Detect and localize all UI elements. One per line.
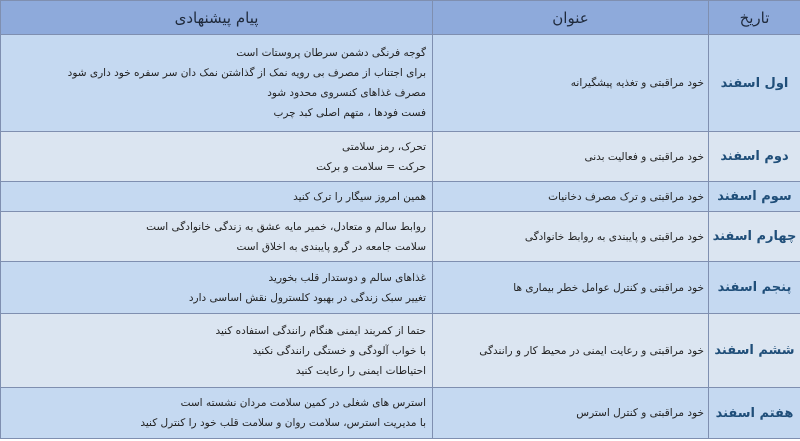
table-row xyxy=(1,388,800,439)
message-line: حتما از کمربند ایمنی هنگام رانندگی استفاده کنید xyxy=(215,324,426,337)
message-line: احتیاطات ایمنی را رعایت کنید xyxy=(295,364,426,377)
row-date: دوم اسفند xyxy=(709,132,800,182)
message-line: تغییر سبک زندگی در بهبود کلسترول نقش اساسی دارد xyxy=(188,291,426,304)
row-date: ششم اسفند xyxy=(709,314,800,388)
message-line: با خواب آلودگی و خستگی رانندگی نکنید xyxy=(252,344,426,357)
table-row xyxy=(1,262,800,314)
message-line: همین امروز سیگار را ترک کنید xyxy=(293,190,426,203)
row-date: سوم اسفند xyxy=(709,182,800,212)
table-row xyxy=(1,132,800,182)
row-messages xyxy=(1,212,433,262)
row-date: اول اسفند xyxy=(709,35,800,132)
row-title: خود مراقبتی و پایبندی به روابط خانوادگی xyxy=(433,212,709,262)
row-date: هفتم اسفند xyxy=(709,388,800,439)
message-line: حرکت = سلامت و برکت xyxy=(316,160,426,173)
row-messages xyxy=(1,388,433,439)
message-line: فست فودها ، متهم اصلی کبد چرب xyxy=(273,107,426,119)
message-line: برای اجتناب از مصرف بی رویه نمک از گذاشتن نمک دان سر سفره خود داری شود xyxy=(67,67,426,79)
message-line: غذاهای سالم و دوستدار قلب بخورید xyxy=(268,271,426,284)
table-row xyxy=(1,314,800,388)
header-message: پیام پیشنهادی xyxy=(1,1,433,35)
row-messages xyxy=(1,314,433,388)
message-line: مصرف غذاهای کنسروی محدود شود xyxy=(267,87,426,99)
row-title: خود مراقبتی و ترک مصرف دخانیات xyxy=(433,182,709,212)
table-row xyxy=(1,35,800,132)
message-line: گوجه فرنگی دشمن سرطان پروستات است xyxy=(236,47,426,59)
row-date: پنجم اسفند xyxy=(709,262,800,314)
header-row xyxy=(1,1,800,35)
row-messages xyxy=(1,35,433,132)
message-line: سلامت جامعه در گرو پایبندی به اخلاق است xyxy=(236,240,426,253)
header-title: عنوان xyxy=(433,1,709,35)
table-row xyxy=(1,212,800,262)
row-title: خود مراقبتی و کنترل استرس xyxy=(433,388,709,439)
row-title: خود مراقبتی و تغذیه پیشگیرانه xyxy=(433,35,709,132)
row-title: خود مراقبتی و فعالیت بدنی xyxy=(433,132,709,182)
table-row xyxy=(1,182,800,212)
row-messages xyxy=(1,132,433,182)
row-date: چهارم اسفند xyxy=(709,212,800,262)
row-messages xyxy=(1,182,433,212)
header-date: تاریخ xyxy=(709,1,800,35)
row-title: خود مراقبتی و کنترل عوامل خطر بیماری ها xyxy=(433,262,709,314)
message-line: تحرک، رمز سلامتی xyxy=(341,140,426,153)
message-line: روابط سالم و متعادل، خمیر مایه عشق به زندگی خانوادگی است xyxy=(146,220,426,233)
row-title: خود مراقبتی و رعایت ایمنی در محیط کار و رانندگی xyxy=(433,314,709,388)
row-messages xyxy=(1,262,433,314)
message-line: با مدیریت استرس، سلامت روان و سلامت قلب خود را کنترل کنید xyxy=(140,417,426,429)
message-line: استرس های شغلی در کمین سلامت مردان نشسته است xyxy=(180,397,426,409)
